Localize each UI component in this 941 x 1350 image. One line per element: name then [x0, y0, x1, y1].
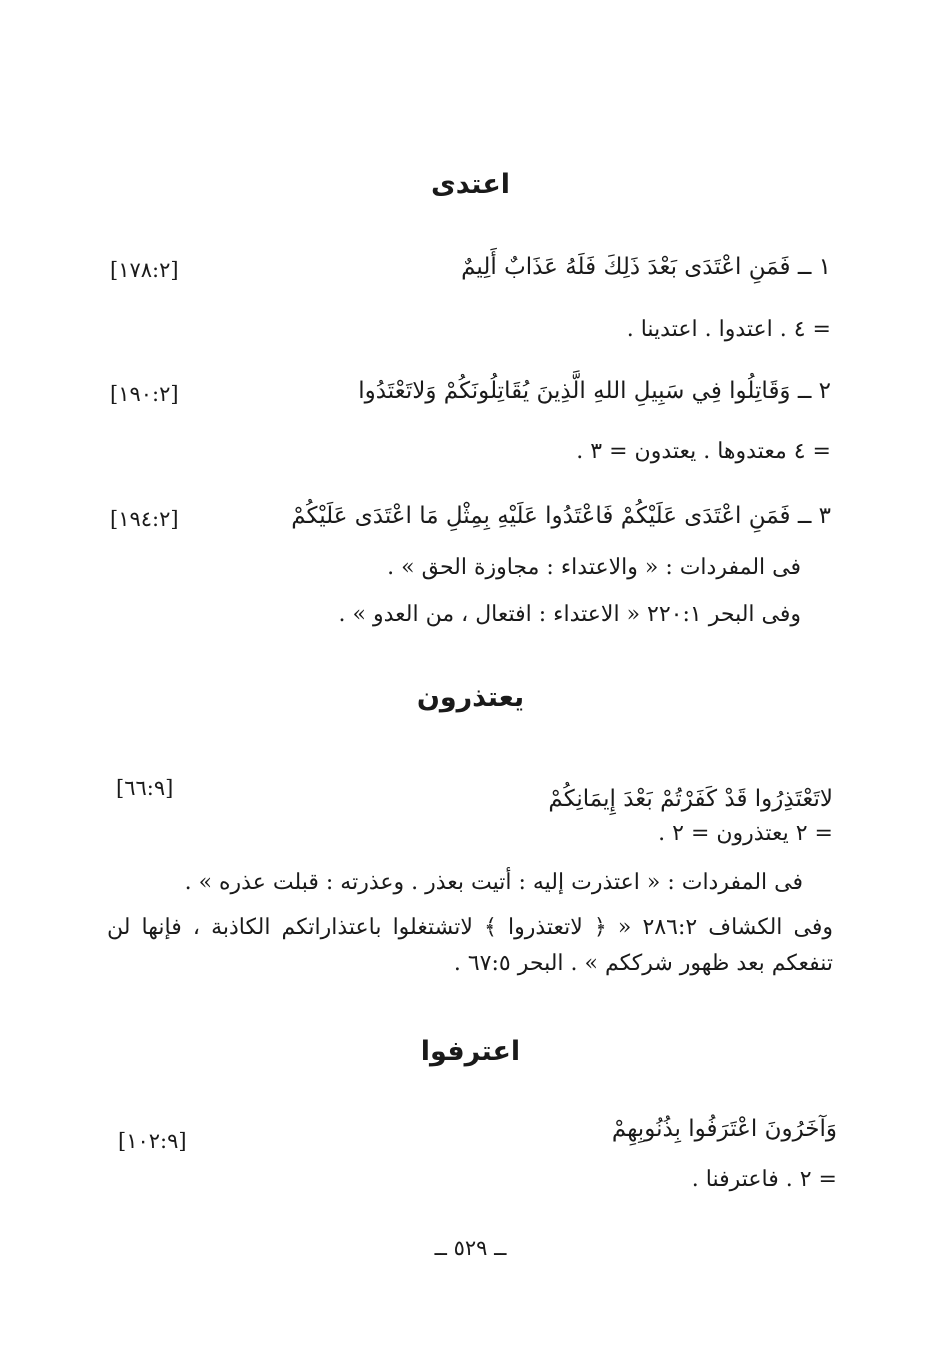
commentary-mufradat-1: فى المفردات : « والاعتداء : مجاوزة الحق » .	[387, 555, 801, 580]
verse-line-5: وَآخَرُونَ اعْتَرَفُوا بِذُنُوبِهِمْ	[611, 1116, 837, 1142]
verse-reference-1: [١٧٨:٢]	[110, 258, 179, 282]
section-heading-yatadhirun: يعتذرون	[416, 682, 525, 713]
verse-reference-3: [١٩٤:٢]	[110, 507, 179, 531]
section-heading-itarafu: اعترفوا	[420, 1036, 521, 1067]
commentary-bahr-1: وفى البحر ٢٢٠:١ « الاعتداء : افتعال ، من العدو » .	[338, 602, 801, 627]
derivatives-note-4: = ٢ . فاعترفنا .	[691, 1167, 837, 1192]
derivatives-note-3: = ٢ يعتذرون = ٢ .	[658, 821, 833, 846]
derivatives-note-1: = ٤ . اعتدوا . اعتدينا .	[626, 317, 831, 342]
commentary-mufradat-2: فى المفردات : « اعتذرت إليه : أتيت بعذر . وعذرته : قبلت عذره » .	[184, 870, 803, 895]
verse-line-4: لاتَعْتَذِرُوا قَدْ كَفَرْتُمْ بَعْدَ إِيمَانِكُمْ	[548, 786, 833, 812]
verse-line-2: ٢ ــ وَقَاتِلُوا فِي سَبِيلِ اللهِ الَّذِينَ يُقَاتِلُونَكُمْ وَلاتَعْتَدُوا	[358, 378, 831, 404]
verse-line-1: ١ ــ فَمَنِ اعْتَدَى بَعْدَ ذَلِكَ فَلَهُ عَذَابٌ أَلِيمٌ	[461, 254, 831, 280]
derivatives-note-2: = ٤ معتدوها . يعتدون = ٣ .	[576, 439, 831, 464]
verse-reference-4: [٦٦:٩]	[116, 776, 174, 800]
section-heading-itada: اعتدى	[430, 169, 511, 200]
verse-reference-2: [١٩٠:٢]	[110, 382, 179, 406]
verse-reference-5: [١٠٢:٩]	[118, 1129, 187, 1153]
page-number: ــ ٥٢٩ ــ	[434, 1236, 507, 1260]
commentary-kashshaf: وفى الكشاف ٢٨٦:٢ « ﴿ لاتعتذروا ﴾ لاتشتغلوا باعتذاراتكم الكاذبة ، فإنها لن تنفعكم بعد ظهور شرككم » . البحر ٦٧:٥ .	[107, 915, 833, 976]
verse-line-3: ٣ ــ فَمَنِ اعْتَدَى عَلَيْكُمْ فَاعْتَدُوا عَلَيْهِ بِمِثْلِ مَا اعْتَدَى عَلَيْكُمْ	[291, 503, 831, 529]
